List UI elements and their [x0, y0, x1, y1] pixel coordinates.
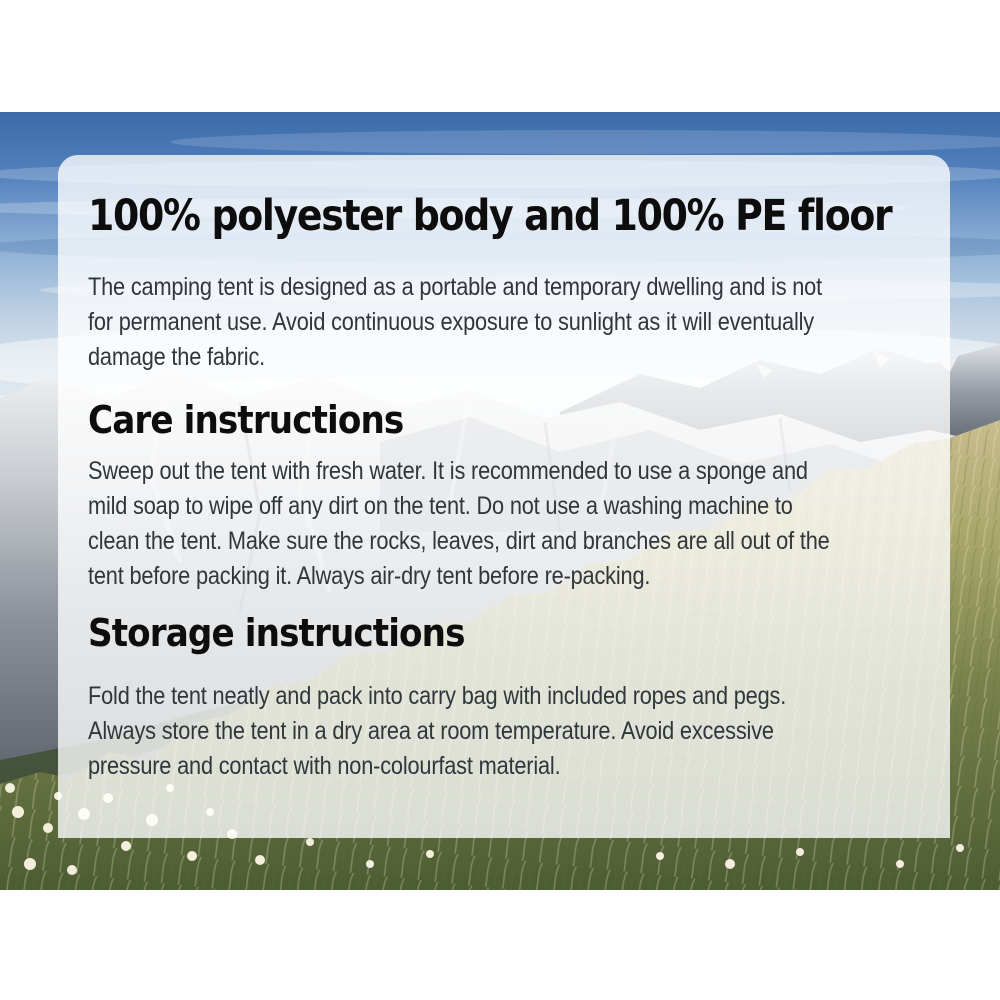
- section-heading-care: Care instructions: [88, 398, 404, 442]
- info-card: [58, 155, 950, 838]
- text-line: Sweep out the tent with fresh water. It is recommended to use a sponge and: [88, 457, 808, 485]
- text-line: pressure and contact with non-colourfast material.: [88, 752, 561, 780]
- text-line: Always store the tent in a dry area at room temperature. Avoid excessive: [88, 717, 774, 745]
- text-line: clean the tent. Make sure the rocks, leaves, dirt and branches are all out of the: [88, 527, 830, 555]
- page-title: 100% polyester body and 100% PE floor: [88, 191, 892, 241]
- text-line: mild soap to wipe off any dirt on the tent. Do not use a washing machine to: [88, 492, 793, 520]
- text-line: The camping tent is designed as a portable and temporary dwelling and is not: [88, 273, 822, 301]
- text-line: Fold the tent neatly and pack into carry bag with included ropes and pegs.: [88, 682, 787, 710]
- text-line: damage the fabric.: [88, 343, 266, 371]
- section-heading-storage: Storage instructions: [88, 611, 465, 655]
- text-line: for permanent use. Avoid continuous exposure to sunlight as it will eventually: [88, 308, 814, 336]
- storage-paragraph: [88, 679, 812, 784]
- intro-paragraph: [88, 270, 822, 375]
- text-line: tent before packing it. Always air-dry tent before re-packing.: [88, 562, 651, 590]
- care-paragraph: [88, 454, 830, 594]
